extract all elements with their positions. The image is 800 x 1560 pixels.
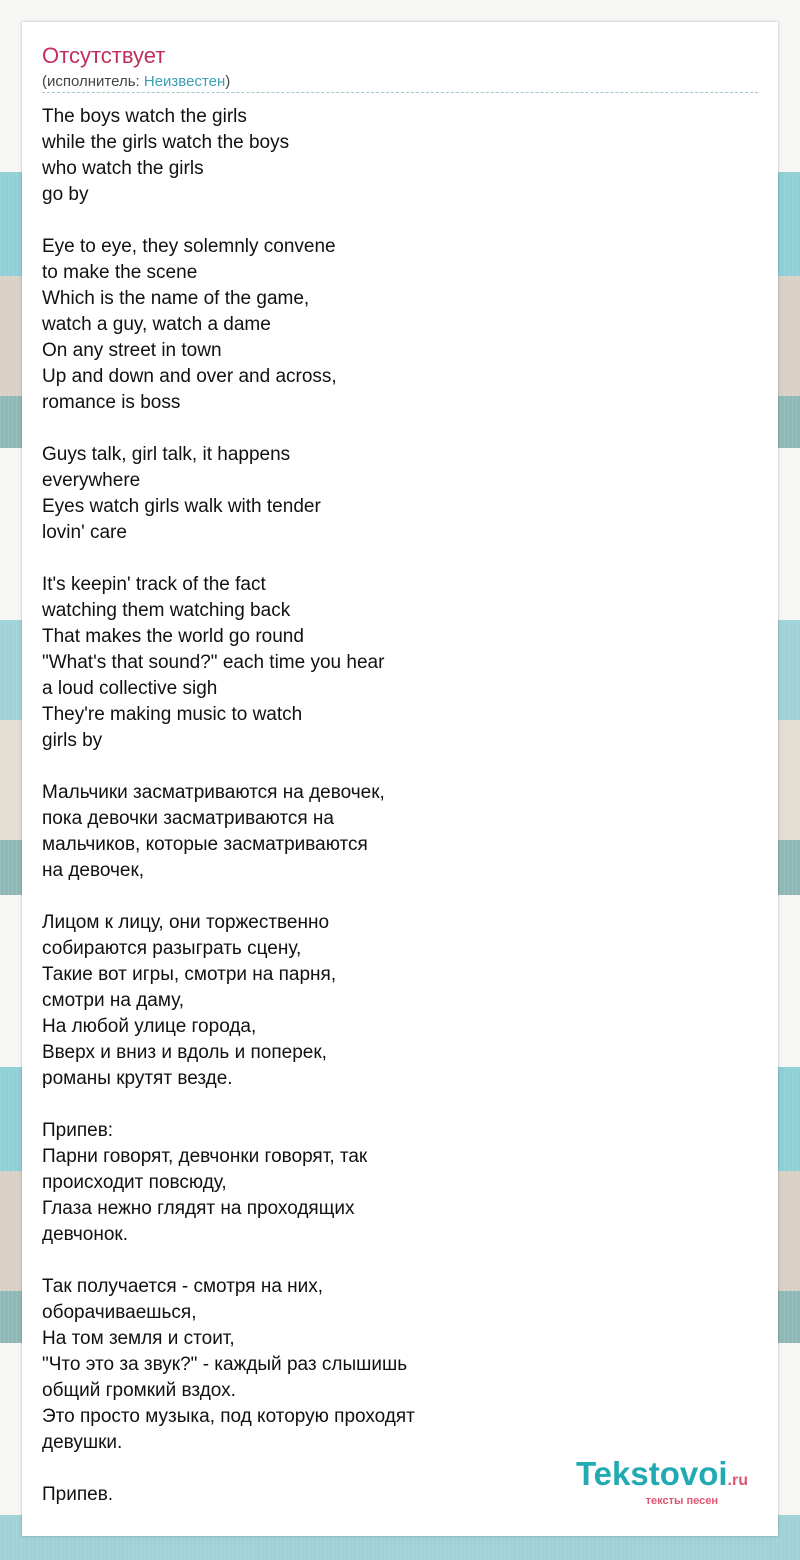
artist-link[interactable]: Неизвестен bbox=[143, 73, 226, 90]
header-divider bbox=[42, 92, 758, 93]
artist-suffix: ) bbox=[225, 73, 231, 90]
logo-name: Tekstovoi bbox=[575, 1455, 728, 1492]
logo-domain: .ru bbox=[727, 1472, 748, 1489]
artist-line bbox=[42, 72, 230, 92]
site-logo[interactable] bbox=[576, 1457, 748, 1507]
logo-tagline: тексты песен bbox=[645, 1495, 718, 1507]
lyrics-text: The boys watch the girls while the girls watch the boys who watch the girls go by Eye to eye, they solemnly convene to make the scene Which is the name of the game, watch a guy, watch a dame On any street in town Up and down and over and across, romance is boss Guys talk, girl talk, it happens everywhere Eyes watch girls walk with tender lovin' care It's keepin' track of the fact watching them watching back That makes the world go round "What's that sound?" each time you hear a loud collective sigh They're making music to watch girls by Мальчики засматриваются на девочек, пока девочки засматриваются на мальчиков, которые засматриваются на девочек, Лицом к лицу, они торжественно собираются разыграть сцену, Такие вот игры, смотри на парня, смотри на даму, На любой улице города, Вверх и вниз и вдоль и поперек, романы крутят везде. Припев: Парни говорят, девчонки говорят, так происходит повсюду, Глаза нежно глядят на проходящих девчонок. Так получается - смотря на них, оборачиваешься, На том земля и стоит, "Что это за звук?" - каждый раз слышишь общий громкий вздох. Это просто музыка, под которую проходят девушки. Припев. bbox=[42, 106, 415, 1505]
artist-prefix: (исполнитель: bbox=[42, 73, 144, 90]
song-title: Отсутствует bbox=[42, 43, 166, 68]
lyrics-card bbox=[22, 22, 778, 1536]
